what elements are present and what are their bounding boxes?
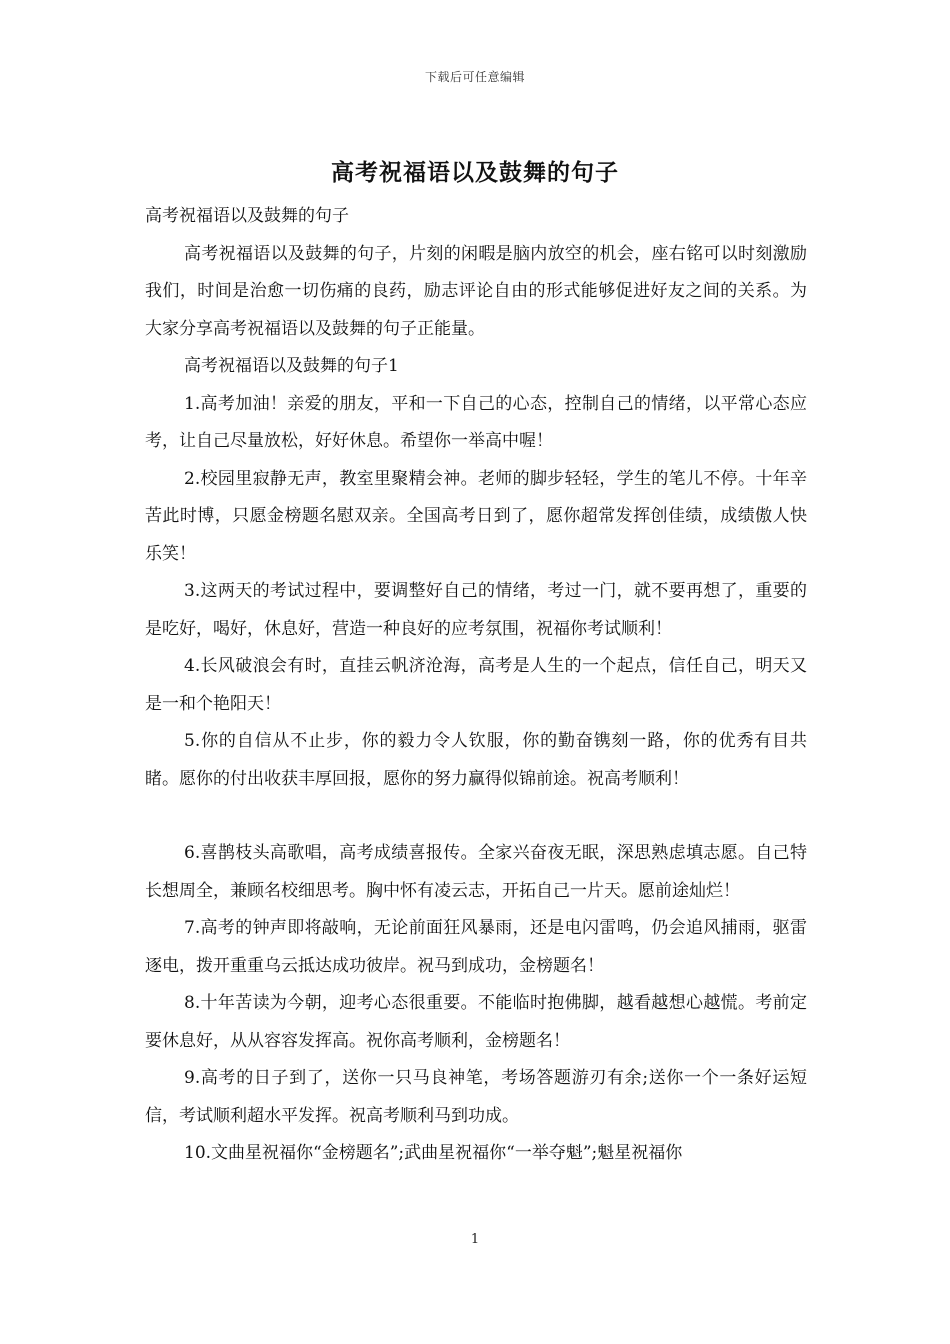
document-title: 高考祝福语以及鼓舞的句子: [331, 159, 619, 186]
header-note: 下载后可任意编辑: [424, 70, 525, 84]
list-item: 4.长风破浪会有时，直挂云帆济沧海，高考是人生的一个起点，信任自己，明天又是一和个艳阳天！: [145, 656, 807, 714]
list-item: 2.校园里寂静无声，教室里聚精会神。老师的脚步轻轻，学生的笔儿不停。十年辛苦此时博，只愿金榜题名慰双亲。全国高考日到了，愿你超常发挥创佳绩，成绩傲人快乐笑！: [145, 468, 807, 564]
subtitle: 高考祝福语以及鼓舞的句子: [145, 206, 349, 226]
list-item: 6.喜鹊枝头高歌唱，高考成绩喜报传。全家兴奋夜无眠，深思熟虑填志愿。自己特长想周全，兼顾名校细思考。胸中怀有凌云志，开拓自己一片天。愿前途灿烂！: [145, 843, 807, 901]
document-body: [145, 198, 807, 1173]
list-item: 1.高考加油！亲爱的朋友，平和一下自己的心态，控制自己的情绪，以平常心态应考，让自己尽量放松，好好休息。希望你一举高中喔！: [145, 393, 807, 451]
list-item: 7.高考的钟声即将敲响，无论前面狂风暴雨，还是电闪雷鸣，仍会追风捕雨，驱雷逐电，拨开重重乌云抵达成功彼岸。祝马到成功，金榜题名！: [145, 918, 807, 976]
list-item: 3.这两天的考试过程中，要调整好自己的情绪，考过一门，就不要再想了，重要的是吃好，喝好，休息好，营造一种良好的应考氛围，祝福你考试顺利！: [145, 581, 807, 639]
list-item: 9.高考的日子到了，送你一只马良神笔，考场答题游刃有余;送你一个一条好运短信，考试顺利超水平发挥。祝高考顺利马到功成。: [145, 1068, 807, 1126]
list-item: 8.十年苦读为今朝，迎考心态很重要。不能临时抱佛脚，越看越想心越慌。考前定要休息好，从从容容发挥高。祝你高考顺利，金榜题名！: [145, 993, 807, 1051]
section-heading: 高考祝福语以及鼓舞的句子1: [184, 356, 399, 376]
intro-paragraph: 高考祝福语以及鼓舞的句子，片刻的闲暇是脑内放空的机会，座右铭可以时刻激励我们，时间是治愈一切伤痛的良药，励志评论自由的形式能够促进好友之间的关系。为大家分享高考祝福语以及鼓舞的句子正能量。: [145, 243, 807, 339]
list-item: 10.文曲星祝福你“金榜题名”;武曲星祝福你“一举夺魁”;魁星祝福你: [184, 1143, 683, 1163]
page-number: 1: [470, 1232, 480, 1247]
list-item: 5.你的自信从不止步，你的毅力令人钦服，你的勤奋镌刻一路，你的优秀有目共睹。愿你的付出收获丰厚回报，愿你的努力赢得似锦前途。祝高考顺利！: [145, 731, 807, 789]
